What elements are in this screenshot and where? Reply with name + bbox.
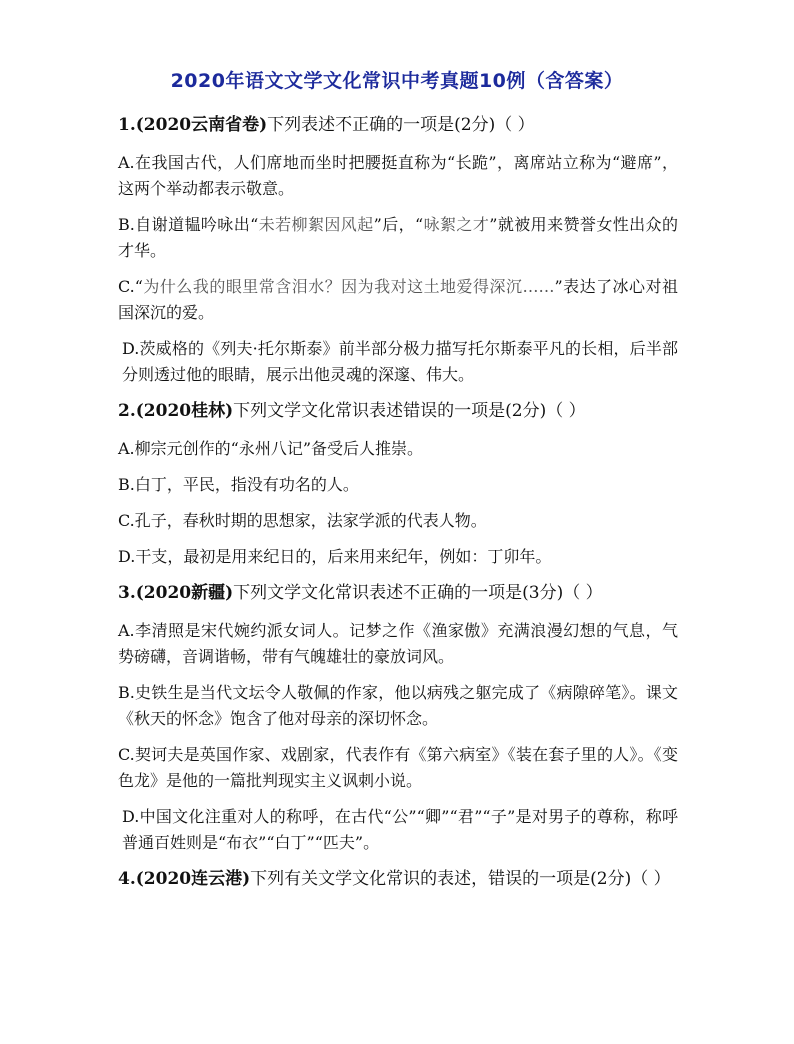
question-3-stem	[118, 580, 678, 606]
option-text: B.自谢道韫吟咏出“	[118, 215, 259, 234]
option-text: D.茨威格的《列夫·托尔斯泰》前半部分极力描写托尔斯泰平凡的长相，后半部分则透过他的眼睛，展示出他灵魂的深邃、伟大。	[122, 339, 678, 384]
question-1-option-c	[118, 274, 678, 326]
question-3-option-b	[118, 680, 678, 732]
question-text: 下列文学文化常识表述错误的一项是(2分)（ ）	[233, 401, 586, 421]
option-text: D.中国文化注重对人的称呼，在古代“公”“卿”“君”“子”是对男子的尊称，称呼普通百姓则是“布衣”“白丁”“匹夫”。	[122, 807, 678, 852]
question-text: 下列有关文学文化常识的表述，错误的一项是(2分)（ ）	[250, 869, 671, 889]
option-text: C.孔子，春秋时期的思想家，法家学派的代表人物。	[118, 511, 487, 530]
quoted-poem-line: 未若柳絮因风起	[258, 215, 374, 234]
question-source: (2020新疆)	[135, 583, 234, 603]
option-text: A.李清照是宋代婉约派女词人。记梦之作《渔家傲》充满浪漫幻想的气息，气势磅礴，音调谐畅，带有气魄雄壮的豪放词风。	[118, 621, 678, 666]
question-text: 下列文学文化常识表述不正确的一项是(3分)（ ）	[233, 583, 603, 603]
question-3-option-d	[118, 804, 678, 856]
question-source: (2020连云港)	[135, 869, 251, 889]
question-text: 下列表述不正确的一项是(2分)（ ）	[267, 115, 535, 135]
option-text: B.史铁生是当代文坛令人敬佩的作家，他以病残之躯完成了《病隙碎笔》。课文《秋天的怀念》饱含了他对母亲的深切怀念。	[118, 683, 678, 728]
question-2-option-c	[118, 508, 678, 534]
option-text: C.契诃夫是英国作家、戏剧家，代表作有《第六病室》《装在套子里的人》。《变色龙》是他的一篇批判现实主义讽刺小说。	[118, 745, 678, 790]
question-3-option-a	[118, 618, 678, 670]
option-text: ”表达了冰心对祖国深沉的爱。	[118, 277, 678, 322]
option-text: ”就被用来赞誉女性出众的才华。	[118, 215, 678, 260]
page-title: 2020年语文文学文化常识中考真题10例（含答案）	[170, 70, 624, 92]
option-text: C.“	[118, 277, 143, 296]
question-number: 3.	[118, 583, 136, 603]
question-number: 2.	[118, 401, 136, 421]
option-text: A.在我国古代，人们席地而坐时把腰挺直称为“长跪”，离席站立称为“避席”，这两个举动都表示敬意。	[118, 153, 678, 198]
option-text: A.柳宗元创作的“永州八记”备受后人推崇。	[118, 439, 424, 458]
option-text: B.白丁，平民，指没有功名的人。	[118, 475, 359, 494]
question-2-option-b	[118, 472, 678, 498]
question-2-option-d	[118, 544, 678, 570]
question-3-option-c	[118, 742, 678, 794]
question-source: (2020桂林)	[135, 401, 234, 421]
question-2-option-a	[118, 436, 678, 462]
quoted-poem-line: 为什么我的眼里常含泪水？因为我对这土地爱得深沉……	[142, 277, 555, 296]
question-number: 1.	[118, 115, 136, 135]
question-number: 4.	[118, 869, 136, 889]
question-1-option-b	[118, 212, 678, 264]
question-1-stem	[118, 112, 678, 138]
question-1-option-a	[118, 150, 678, 202]
option-text: D.干支，最初是用来纪日的，后来用来纪年，例如：丁卯年。	[118, 547, 552, 566]
question-4-stem	[118, 866, 678, 892]
question-1-option-d	[118, 336, 678, 388]
document-body	[118, 112, 678, 904]
question-2-stem	[118, 398, 678, 424]
option-text: ”后，“	[373, 215, 424, 234]
quoted-phrase: 咏絮之才	[423, 215, 490, 234]
question-source: (2020云南省卷)	[135, 115, 268, 135]
